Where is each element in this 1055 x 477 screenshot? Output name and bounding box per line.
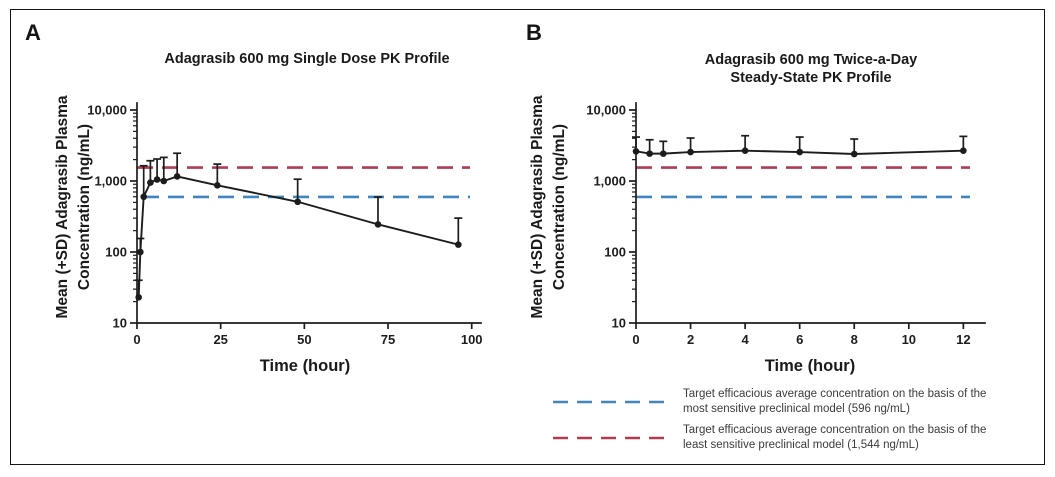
y-axis-title-line: Concentration (ng/mL): [76, 123, 93, 291]
y-tick-label: 10: [112, 315, 127, 331]
legend-text-line: most sensitive preclinical model (596 ng/mL): [683, 403, 910, 415]
y-tick-label: 10: [611, 315, 626, 331]
red-dashed-line-sample: [552, 434, 670, 442]
y-axis-title-line: Mean (+SD) Adagrasib Plasma: [529, 95, 546, 319]
panel-b-title: [631, 51, 991, 87]
data-point-marker: [375, 221, 382, 228]
error-bars: [135, 153, 463, 297]
data-point-marker: [851, 151, 858, 158]
x-tick-label: 100: [460, 332, 483, 347]
data-point-marker: [646, 150, 653, 157]
y-axis-title-line: Concentration (ng/mL): [551, 123, 568, 291]
data-point-marker: [214, 182, 221, 189]
panel-a-label: A: [25, 20, 41, 45]
reference-line-legend: [552, 387, 1048, 459]
axes: [636, 103, 985, 323]
y-tick-label: 10,000: [586, 102, 626, 118]
x-tick-label: 6: [796, 332, 804, 347]
x-tick-label: 2: [686, 332, 695, 347]
panel-a-y-axis-label: [52, 82, 98, 332]
data-point-marker: [160, 178, 167, 185]
legend-item-least-sensitive: [552, 423, 1048, 453]
x-tick-label: 75: [380, 332, 396, 347]
data-point-marker: [687, 149, 694, 156]
x-tick-label: 4: [741, 332, 749, 347]
data-point-marker: [796, 149, 803, 156]
data-point-marker: [660, 150, 667, 157]
x-tick-label: 50: [297, 332, 312, 347]
panel-b-x-axis-label: Time (hour): [764, 357, 856, 375]
panel-b-y-axis-label: [527, 82, 573, 332]
x-tick-label: 8: [850, 332, 858, 347]
y-axis-title-line: Mean (+SD) Adagrasib Plasma: [54, 95, 71, 319]
data-point-marker: [147, 179, 154, 186]
legend-text-line: Target efficacious average concentration on the basis of the: [683, 424, 987, 436]
panel-a-title: [127, 50, 487, 68]
legend-text-line: Target efficacious average concentration on the basis of the: [683, 388, 987, 400]
y-tick-label: 1,000: [593, 173, 626, 189]
y-tick-label: 1,000: [94, 173, 127, 189]
y-tick-label: 100: [105, 244, 127, 260]
data-point-marker: [137, 249, 144, 256]
legend-text-least-sensitive: [683, 423, 986, 453]
x-ticks: [133, 323, 482, 347]
panel-a-title-line: Adagrasib 600 mg Single Dose PK Profile: [164, 51, 450, 67]
data-point-marker: [742, 147, 749, 154]
panel-b-label: B: [526, 20, 542, 45]
legend-text-line: least sensitive preclinical model (1,544 ng/mL): [683, 439, 919, 451]
data-point-marker: [140, 193, 147, 200]
data-point-marker: [135, 294, 142, 301]
panel-b-title-line: Steady-State PK Profile: [730, 70, 892, 86]
blue-dashed-line-sample: [552, 398, 670, 406]
data-point-marker: [960, 147, 967, 154]
y-ticks: [586, 103, 636, 331]
x-tick-label: 10: [901, 332, 917, 347]
data-point-marker: [154, 176, 161, 183]
axes: [137, 103, 481, 323]
legend-item-most-sensitive: [552, 387, 1048, 417]
panel-a-x-axis-label: Time (hour): [259, 357, 351, 375]
y-tick-label: 10,000: [87, 102, 127, 118]
data-point-marker: [294, 198, 301, 205]
x-tick-label: 25: [213, 332, 228, 347]
legend-text-most-sensitive: [683, 387, 986, 417]
x-ticks: [632, 323, 970, 347]
x-tick-label: 0: [133, 332, 141, 347]
panel-b-title-line: Adagrasib 600 mg Twice-a-Day: [704, 52, 918, 68]
data-point-marker: [455, 241, 462, 248]
data-point-marker: [633, 148, 640, 155]
x-tick-label: 0: [632, 332, 640, 347]
x-tick-label: 12: [956, 332, 971, 347]
data-point-marker: [174, 173, 181, 180]
y-tick-label: 100: [604, 244, 626, 260]
